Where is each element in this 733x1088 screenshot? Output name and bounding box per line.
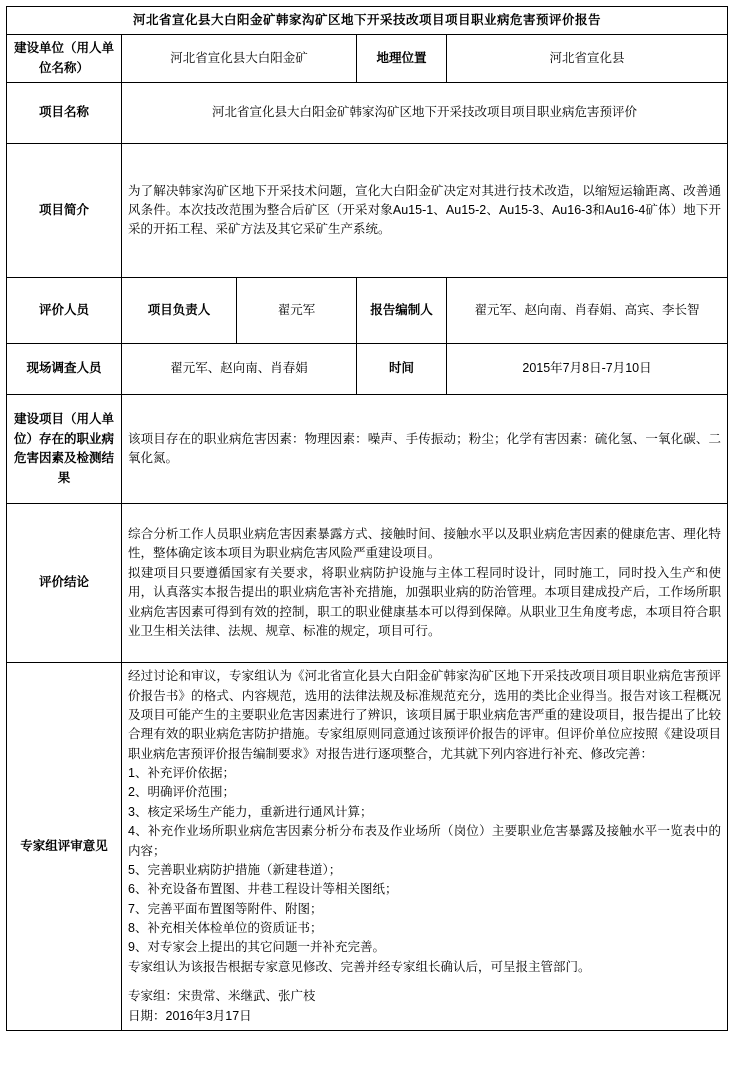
expert-review-paragraph-6: 6、补充设备布置图、井巷工程设计等相关图纸； — [128, 882, 398, 897]
table-row-expert-review — [7, 663, 728, 1031]
expert-review-paragraph-10: 专家组认为该报告根据专家意见修改、完善并经专家组长确认后，可呈报主管部门。 — [128, 959, 591, 974]
table-row-project-name — [7, 83, 728, 144]
project-name-label: 项目名称 — [7, 83, 122, 144]
hazard-factors-value: 该项目存在的职业病危害因素：物理因素：噪声、手传振动；粉尘；化学有害因素：硫化氢、一氧化碳、二氧化氮。 — [122, 395, 728, 504]
expert-review-paragraph-0: 经过讨论和审议，专家组认为《河北省宣化县大白阳金矿韩家沟矿区地下开采技改项目项目职业病危害预评价报告书》的格式、内容规范，选用的法律法规及标准规范充分，选用的类比企业得当。报告对该工程概况及项目可能产生的主要职业危害因素进行了辨识，该项目属于职业病危害严重的建设项目，报告提出了比较合理有效的职业病危害防护措施。专家组原则同意通过该预评价报告的评审。但评价单位应按照《建设项目职业病危害预评价报告编制要求》对报告进行逐项整合，尤其就下列内容进行补充、修改完善： — [128, 669, 721, 761]
table-row-hazard-factors — [7, 395, 728, 504]
spacer — [128, 977, 721, 987]
report-writer-value: 翟元军、赵向南、肖春娟、高宾、李长智 — [447, 278, 728, 344]
page-title: 河北省宣化县大白阳金矿韩家沟矿区地下开采技改项目项目职业病危害预评价报告 — [7, 7, 728, 35]
construction-unit-label: 建设单位（用人单位名称） — [7, 35, 122, 83]
table-row-site-investigators — [7, 344, 728, 395]
hazard-factors-label: 建设项目（用人单位）存在的职业病危害因素及检测结果 — [7, 395, 122, 504]
table-row-title — [7, 7, 728, 35]
expert-review-paragraph-4: 4、补充作业场所职业病危害因素分析分布表及作业场所（岗位）主要职业危害暴露及接触水平一览表中的内容； — [128, 824, 721, 858]
expert-review-value — [122, 663, 728, 1031]
construction-unit-value: 河北省宣化县大白阳金矿 — [122, 35, 357, 83]
expert-review-paragraph-2: 2、明确评价范围； — [128, 785, 235, 800]
evaluation-report-table — [6, 6, 728, 1031]
conclusion-paragraph-2: 拟建项目只要遵循国家有关要求，将职业病防护设施与主体工程同时设计，同时施工，同时投入生产和使用，认真落实本报告提出的职业病危害补充措施，加强职业病的防治管理。本项目建成投产后，工作场所职业病危害因素可得到有效的控制，职工的职业健康基本可以得到保障。从职业卫生角度考虑，本项目符合职业卫生相关法律、法规、规章、标准的规定，项目可行。 — [128, 565, 721, 638]
project-leader-value: 翟元军 — [237, 278, 357, 344]
expert-review-paragraph-9: 9、对专家会上提出的其它问题一并补充完善。 — [128, 940, 385, 955]
project-intro-label: 项目简介 — [7, 144, 122, 278]
expert-review-paragraph-8: 8、补充相关体检单位的资质证书； — [128, 921, 323, 935]
report-writer-label: 报告编制人 — [357, 278, 447, 344]
table-row-construction-unit — [7, 35, 728, 83]
expert-review-paragraph-1: 1、补充评价依据； — [128, 766, 235, 780]
table-row-project-intro — [7, 144, 728, 278]
expert-review-paragraph-7: 7、完善平面布置图等附件、附图； — [128, 901, 323, 916]
table-row-evaluators — [7, 278, 728, 344]
expert-review-label: 专家组评审意见 — [7, 663, 122, 1031]
project-name-value: 河北省宣化县大白阳金矿韩家沟矿区地下开采技改项目项目职业病危害预评价 — [122, 83, 728, 144]
expert-date-line: 日期：2016年3月17日 — [128, 1008, 252, 1023]
time-value: 2015年7月8日-7月10日 — [447, 344, 728, 395]
evaluators-label: 评价人员 — [7, 278, 122, 344]
expert-group-line: 专家组：宋贵常、米继武、张广枝 — [128, 989, 316, 1004]
conclusion-label: 评价结论 — [7, 504, 122, 663]
project-intro-value: 为了解决韩家沟矿区地下开采技术问题，宣化大白阳金矿决定对其进行技术改造，以缩短运输距离、改善通风条件。本次技改范围为整合后矿区（开采对象Au15-1、Au15-2、Au15-3、Au16-3和Au16-4矿体）地下开采的开拓工程、采矿方法及其它采矿生产系统。 — [122, 144, 728, 278]
conclusion-value — [122, 504, 728, 663]
expert-review-paragraph-3: 3、核定采场生产能力，重新进行通风计算； — [128, 804, 373, 819]
table-row-conclusion — [7, 504, 728, 663]
geo-location-label: 地理位置 — [357, 35, 447, 83]
site-investigators-value: 翟元军、赵向南、肖春娟 — [122, 344, 357, 395]
project-leader-label: 项目负责人 — [122, 278, 237, 344]
expert-review-paragraph-5: 5、完善职业病防护措施（新建巷道）； — [128, 862, 342, 877]
site-investigators-label: 现场调查人员 — [7, 344, 122, 395]
time-label: 时间 — [357, 344, 447, 395]
geo-location-value: 河北省宣化县 — [447, 35, 728, 83]
conclusion-paragraph-1: 综合分析工作人员职业病危害因素暴露方式、接触时间、接触水平以及职业病危害因素的健康危害、理化特性，整体确定该本项目为职业病危害风险严重建设项目。 — [128, 527, 721, 561]
